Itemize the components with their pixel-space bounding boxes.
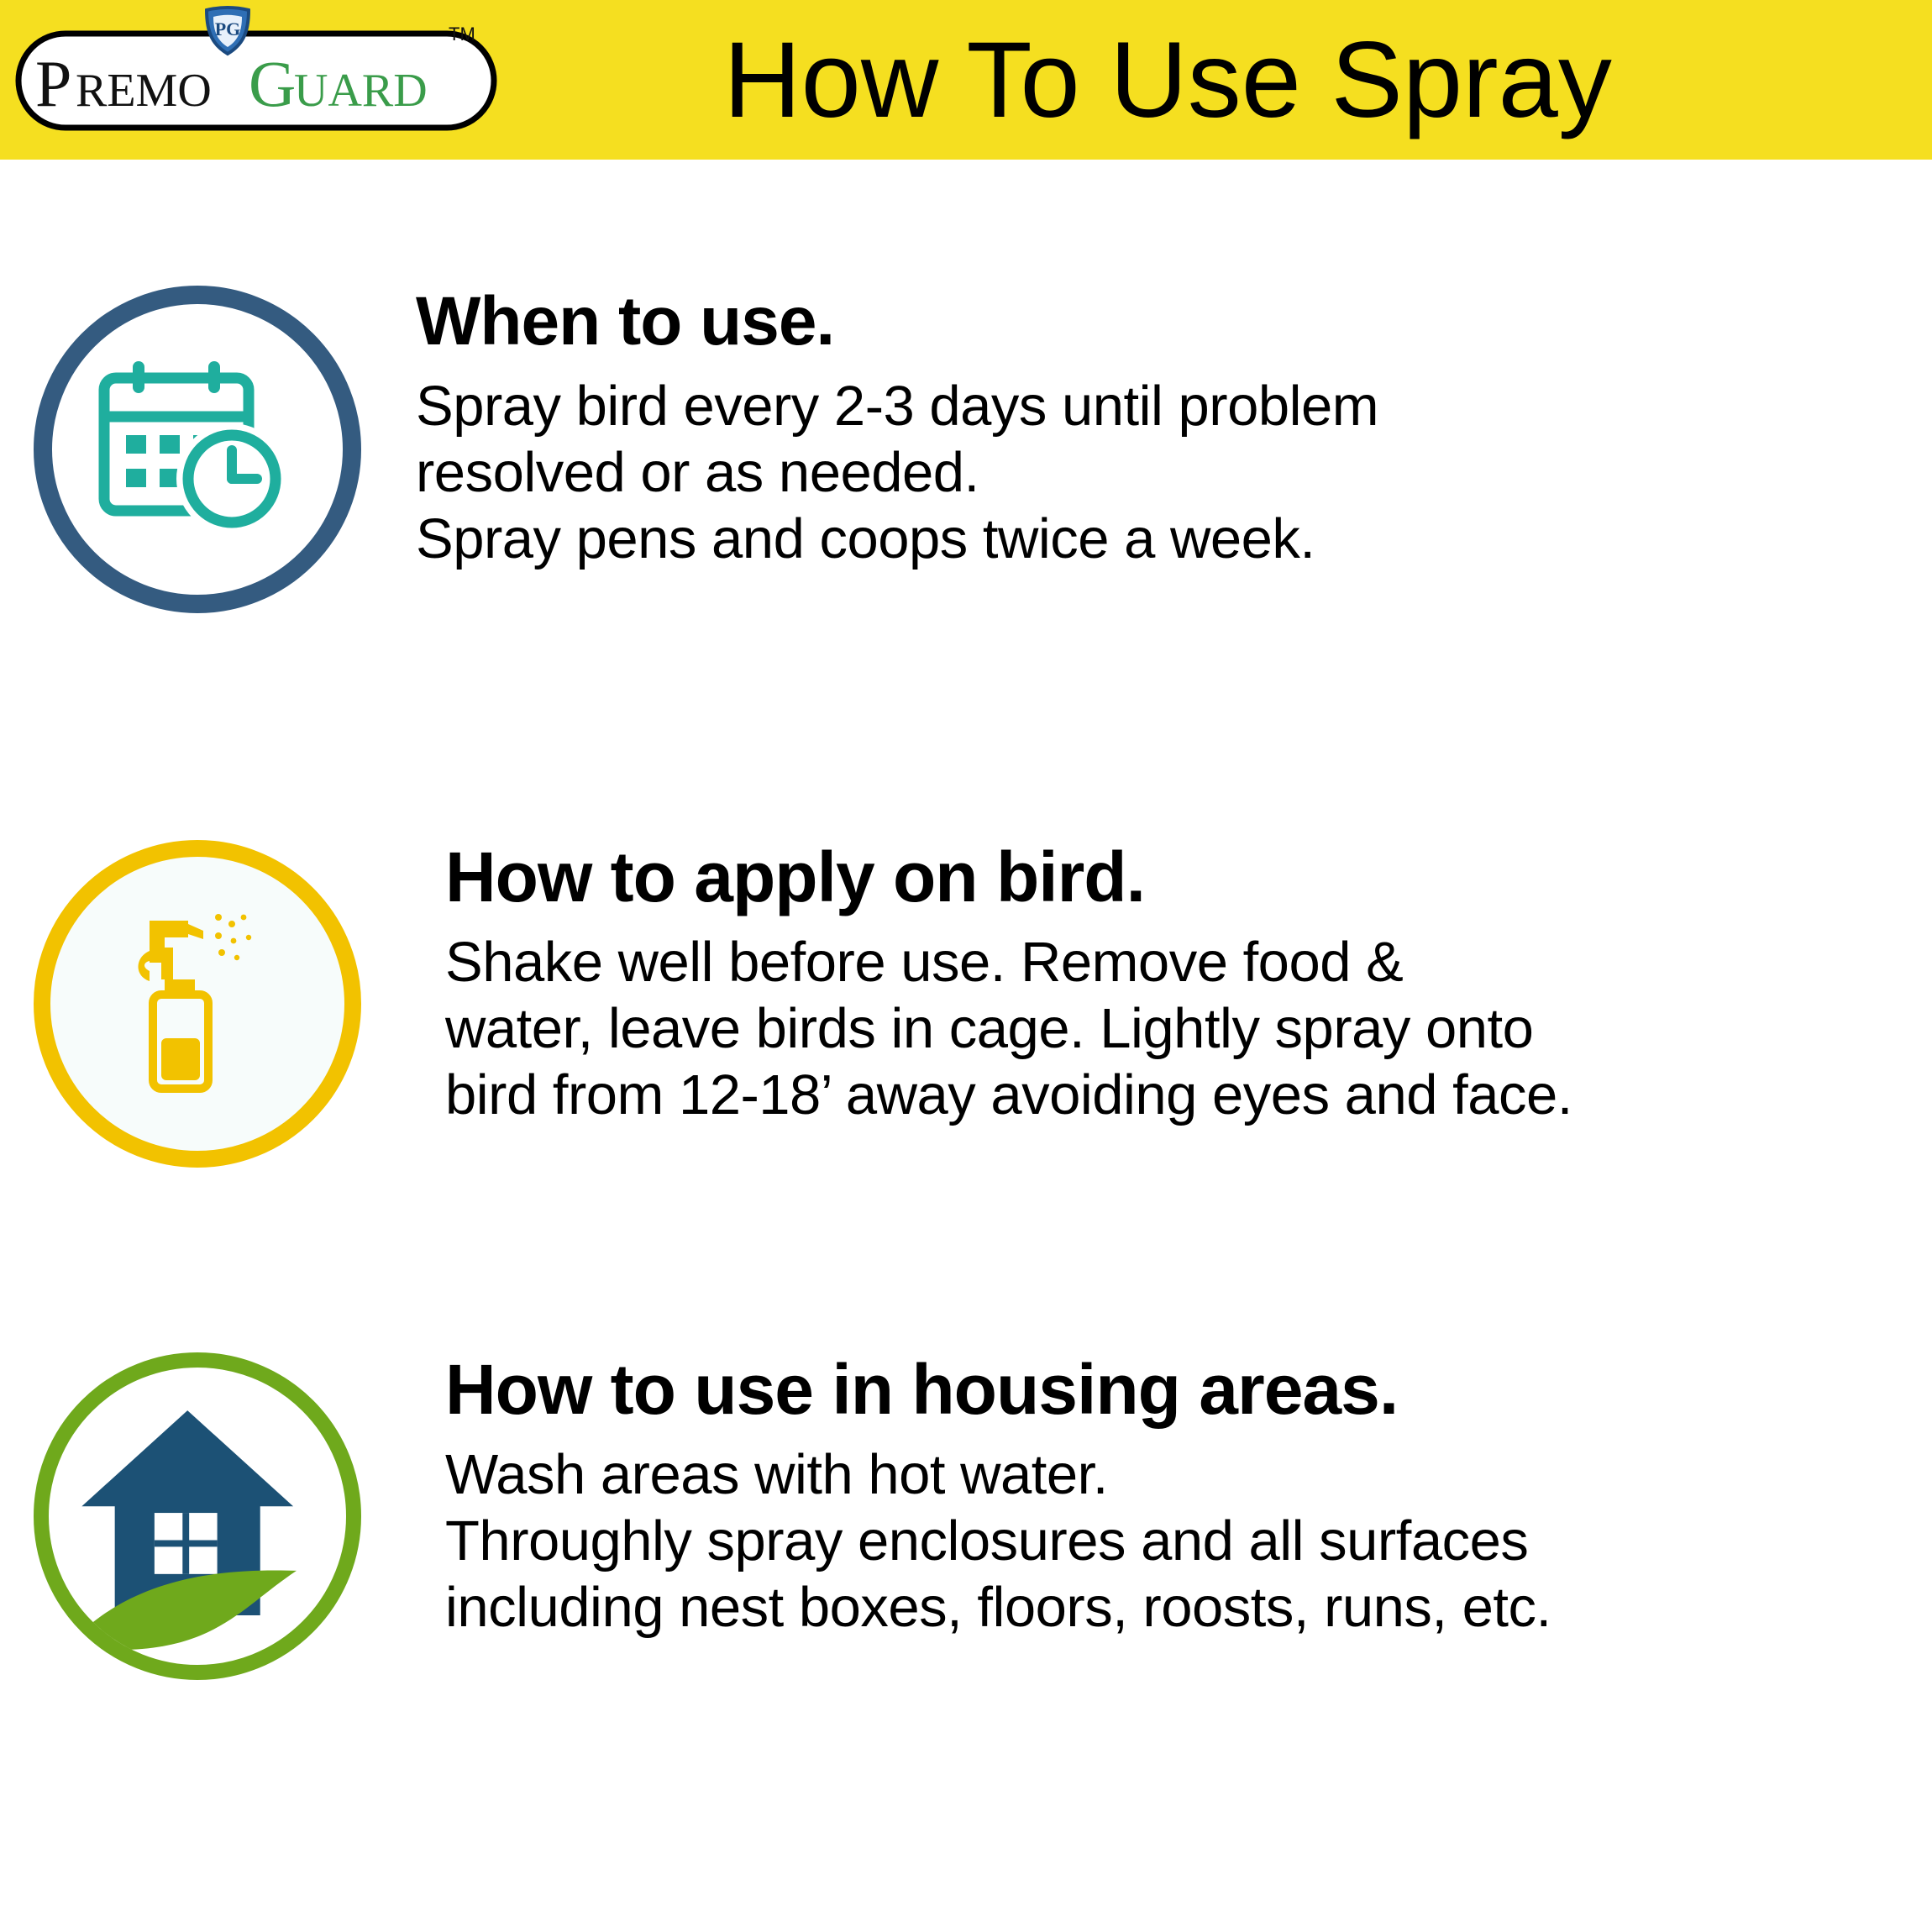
text-column: [395, 837, 1932, 1128]
premoguard-logo: [12, 5, 516, 152]
page-header: [0, 0, 1932, 160]
page-title: How To Use Spray: [723, 19, 1612, 140]
svg-text:TM: TM: [449, 24, 475, 45]
section-title-when: When to use.: [416, 283, 835, 360]
section-title-house: How to use in housing areas.: [445, 1350, 1399, 1429]
svg-text:UARD: UARD: [294, 65, 428, 117]
svg-text:REMO: REMO: [76, 65, 212, 117]
section-body-house-line-2: Throughly spray enclosures and all surfaces: [445, 1509, 1529, 1573]
svg-text:P: P: [35, 47, 72, 120]
section-how-to-apply: [0, 837, 1932, 1168]
text-column: [395, 1352, 1932, 1641]
calendar-clock-icon: [34, 286, 361, 613]
icon-column: [0, 1352, 395, 1680]
section-body-when-line-3: Spray pens and coops twice a week.: [416, 507, 1315, 571]
section-title-apply: How to apply on bird.: [445, 837, 1145, 916]
section-body-apply-line-1: Shake well before use. Remove food &: [445, 931, 1404, 995]
spray-bottle-icon: [34, 840, 361, 1168]
section-body-when-line-2: resolved or as needed.: [416, 441, 979, 505]
house-leaf-icon: [34, 1352, 361, 1680]
section-body-house-line-1: Wash areas with hot water.: [445, 1443, 1108, 1507]
icon-column: [0, 286, 395, 613]
section-body-house-line-3: including nest boxes, floors, roosts, runs, etc.: [445, 1576, 1551, 1640]
section-body-apply-line-2: water, leave birds in cage. Lightly spray onto: [445, 997, 1534, 1061]
svg-text:G: G: [249, 47, 297, 120]
section-housing-areas: [0, 1352, 1932, 1680]
section-body-apply-line-3: bird from 12-18’ away avoiding eyes and face.: [445, 1063, 1572, 1127]
text-column: [395, 283, 1932, 572]
svg-text:PG: PG: [214, 18, 241, 39]
icon-column: [0, 840, 395, 1168]
section-body-when-line-1: Spray bird every 2-3 days until problem: [416, 375, 1379, 438]
section-when-to-use: [0, 283, 1932, 613]
